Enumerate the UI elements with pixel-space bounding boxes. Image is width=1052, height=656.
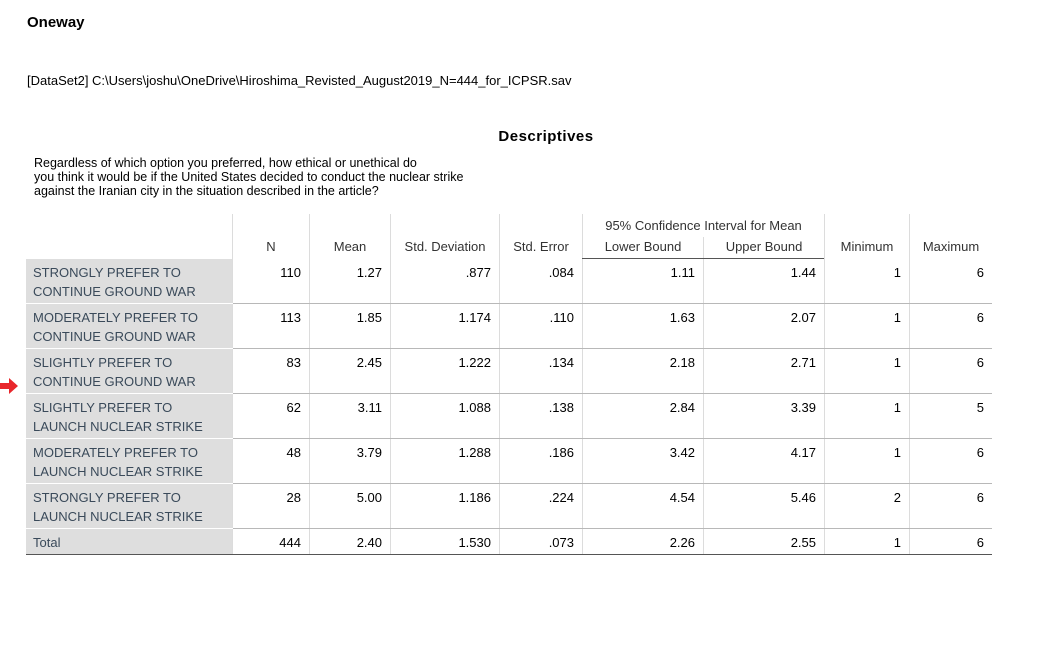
- caption-line: against the Iranian city in the situation described in the article?: [34, 184, 379, 198]
- col-header-std-error: Std. Error: [500, 214, 583, 259]
- table-row: [26, 349, 992, 394]
- table-cell: 6: [910, 349, 993, 394]
- row-label: STRONGLY PREFER TO LAUNCH NUCLEAR STRIKE: [26, 484, 233, 529]
- table-row: [26, 529, 992, 555]
- dataset-path: [DataSet2] C:\Users\joshu\OneDrive\Hiroshima_Revisted_August2019_N=444_for_ICPSR.sav: [27, 73, 572, 88]
- table-cell: .110: [500, 304, 583, 349]
- caption-line: you think it would be if the United States decided to conduct the nuclear strike: [34, 170, 464, 184]
- table-cell: 1.288: [391, 439, 500, 484]
- table-cell: 6: [910, 439, 993, 484]
- table-cell: 1: [825, 529, 910, 555]
- table-cell: 1: [825, 259, 910, 304]
- table-cell: 3.11: [310, 394, 391, 439]
- table-cell: 1: [825, 304, 910, 349]
- table-cell: 1.11: [583, 259, 704, 304]
- row-label: SLIGHTLY PREFER TO CONTINUE GROUND WAR: [26, 349, 233, 394]
- table-cell: 48: [233, 439, 310, 484]
- table-cell: 1.088: [391, 394, 500, 439]
- table-cell: .084: [500, 259, 583, 304]
- table-cell: .138: [500, 394, 583, 439]
- table-cell: 28: [233, 484, 310, 529]
- table-cell: 1.85: [310, 304, 391, 349]
- caption-line: Regardless of which option you preferred, how ethical or unethical do: [34, 156, 417, 170]
- table-cell: 2.40: [310, 529, 391, 555]
- table-cell: 1: [825, 394, 910, 439]
- table-cell: .224: [500, 484, 583, 529]
- col-header-upper-bound: Upper Bound: [704, 237, 825, 259]
- table-row: [26, 304, 992, 349]
- table-cell: 1.27: [310, 259, 391, 304]
- col-header-std-deviation: Std. Deviation: [391, 214, 500, 259]
- table-cell: 1.63: [583, 304, 704, 349]
- row-label-header: [26, 214, 233, 259]
- table-cell: .186: [500, 439, 583, 484]
- table-cell: 2.84: [583, 394, 704, 439]
- table-cell: 1.44: [704, 259, 825, 304]
- right-arrow-icon[interactable]: [0, 378, 18, 394]
- table-cell: 3.79: [310, 439, 391, 484]
- table-cell: 1.186: [391, 484, 500, 529]
- col-header-n: N: [233, 214, 310, 259]
- table-cell: 62: [233, 394, 310, 439]
- table-cell: 6: [910, 529, 993, 555]
- table-cell: 5: [910, 394, 993, 439]
- descriptives-table: [26, 214, 992, 555]
- table-cell: 3.39: [704, 394, 825, 439]
- col-header-minimum: Minimum: [825, 214, 910, 259]
- row-label: STRONGLY PREFER TO CONTINUE GROUND WAR: [26, 259, 233, 304]
- table-cell: 2.18: [583, 349, 704, 394]
- row-label: Total: [26, 529, 233, 555]
- table-row: [26, 439, 992, 484]
- table-cell: 1: [825, 439, 910, 484]
- table-cell: 6: [910, 304, 993, 349]
- table-cell: 2.55: [704, 529, 825, 555]
- col-header-maximum: Maximum: [910, 214, 993, 259]
- table-cell: 3.42: [583, 439, 704, 484]
- table-cell: 110: [233, 259, 310, 304]
- row-label: SLIGHTLY PREFER TO LAUNCH NUCLEAR STRIKE: [26, 394, 233, 439]
- table-cell: 6: [910, 484, 993, 529]
- table-cell: 2.26: [583, 529, 704, 555]
- table-cell: 5.00: [310, 484, 391, 529]
- table-cell: 2.45: [310, 349, 391, 394]
- row-label: MODERATELY PREFER TO LAUNCH NUCLEAR STRIKE: [26, 439, 233, 484]
- table-row: [26, 259, 992, 304]
- table-cell: 6: [910, 259, 993, 304]
- table-cell: .073: [500, 529, 583, 555]
- table-cell: 1.222: [391, 349, 500, 394]
- table-cell: 1.174: [391, 304, 500, 349]
- table-cell: .134: [500, 349, 583, 394]
- table-cell: 2.07: [704, 304, 825, 349]
- table-cell: .877: [391, 259, 500, 304]
- table-row: [26, 484, 992, 529]
- table-cell: 4.54: [583, 484, 704, 529]
- table-row: [26, 394, 992, 439]
- ci-group-header: 95% Confidence Interval for Mean: [583, 214, 825, 237]
- table-cell: 1.530: [391, 529, 500, 555]
- table-cell: 444: [233, 529, 310, 555]
- table-title: Descriptives: [498, 128, 594, 145]
- table-caption: [34, 156, 594, 198]
- table-cell: 1: [825, 349, 910, 394]
- table-cell: 2: [825, 484, 910, 529]
- table-cell: 4.17: [704, 439, 825, 484]
- table-cell: 83: [233, 349, 310, 394]
- table-cell: 2.71: [704, 349, 825, 394]
- table-cell: 113: [233, 304, 310, 349]
- col-header-mean: Mean: [310, 214, 391, 259]
- table-cell: 5.46: [704, 484, 825, 529]
- col-header-lower-bound: Lower Bound: [583, 237, 704, 259]
- row-label: MODERATELY PREFER TO CONTINUE GROUND WAR: [26, 304, 233, 349]
- section-heading: Oneway: [27, 14, 85, 31]
